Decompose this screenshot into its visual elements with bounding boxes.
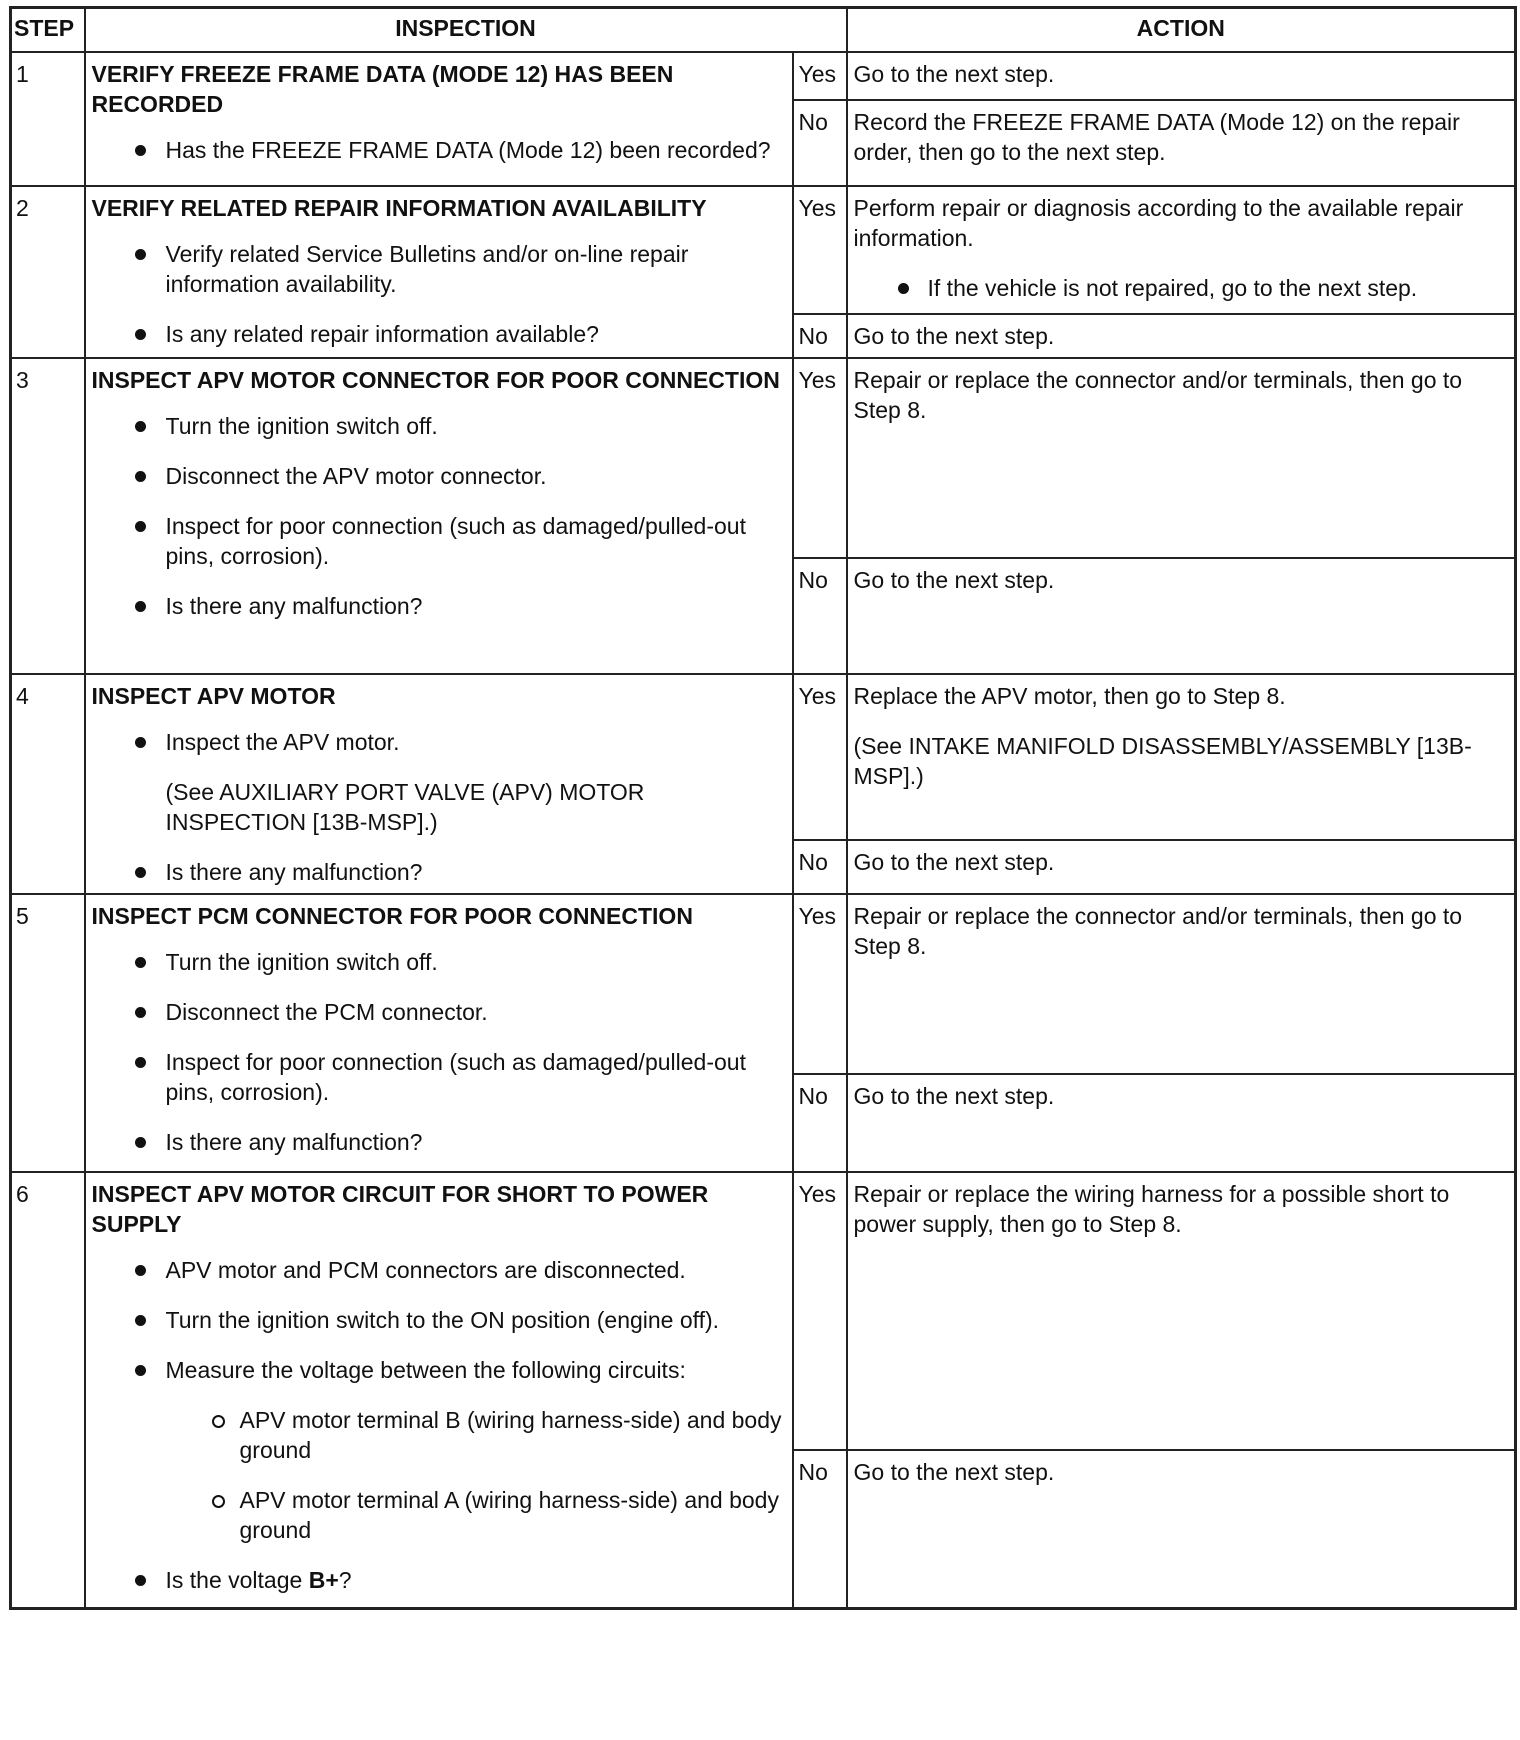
bullet-item (166, 727, 782, 837)
yes-action-cell (847, 186, 1516, 314)
bullet-item: APV motor and PCM connectors are disconnected. (166, 1255, 782, 1285)
bullet-item: Inspect for poor connection (such as damaged/pulled-out pins, corrosion). (166, 1047, 782, 1107)
bullet-text: Inspect the APV motor. (165, 729, 400, 755)
yes-action-cell (847, 674, 1516, 840)
header-inspection: INSPECTION (85, 8, 847, 53)
step-number: 4 (11, 674, 85, 894)
bullet-item: Disconnect the APV motor connector. (166, 461, 782, 491)
bullet-text: Measure the voltage between the following circuits: (165, 1357, 686, 1383)
no-label: No (793, 314, 847, 358)
yes-label: Yes (793, 894, 847, 1074)
yes-action: Perform repair or diagnosis according to the available repair information. (853, 195, 1464, 251)
no-label: No (793, 1074, 847, 1172)
yes-label: Yes (793, 358, 847, 558)
inspection-cell (85, 186, 793, 358)
bullet-item: Is there any malfunction? (166, 857, 782, 887)
sub-bullet-item: APV motor terminal B (wiring harness-side) and body ground (239, 1407, 782, 1463)
inspection-cell (85, 894, 793, 1172)
no-action: Go to the next step. (847, 1450, 1516, 1609)
bullet-item: Verify related Service Bulletins and/or on-line repair information availability. (166, 239, 782, 299)
bullet-item: Is any related repair information available? (166, 319, 782, 349)
step-title: VERIFY FREEZE FRAME DATA (MODE 12) HAS BEEN RECORDED (91, 61, 674, 117)
yes-label: Yes (793, 186, 847, 314)
step-number: 3 (11, 358, 85, 674)
step-number: 6 (11, 1172, 85, 1609)
inspection-table (9, 6, 1517, 1610)
reference-note: (See INTAKE MANIFOLD DISASSEMBLY/ASSEMBLY [13B-MSP].) (853, 733, 1472, 789)
step-number: 2 (11, 186, 85, 358)
bullet-item: Disconnect the PCM connector. (166, 997, 782, 1027)
inspection-cell (85, 1172, 793, 1609)
inspection-cell (85, 358, 793, 674)
no-action: Go to the next step. (847, 1074, 1516, 1172)
yes-label: Yes (793, 1172, 847, 1450)
step-number: 5 (11, 894, 85, 1172)
sub-bullets (166, 1405, 782, 1545)
inspection-bullets (92, 135, 782, 165)
inspection-bullets (92, 1255, 782, 1595)
no-label: No (793, 558, 847, 674)
reference-note: (See AUXILIARY PORT VALVE (APV) MOTOR INSPECTION [13B-MSP].) (165, 779, 645, 835)
no-action: Go to the next step. (847, 558, 1516, 674)
inspection-bullets (92, 239, 782, 349)
yes-label: Yes (793, 674, 847, 840)
step-title: INSPECT APV MOTOR (91, 683, 336, 709)
bullet-item (166, 1355, 782, 1545)
yes-action: Repair or replace the wiring harness for a possible short to power supply, then go to Step 8. (847, 1172, 1516, 1450)
step-title: INSPECT APV MOTOR CONNECTOR FOR POOR CONNECTION (91, 367, 780, 393)
no-label: No (793, 840, 847, 894)
yes-action: Repair or replace the connector and/or terminals, then go to Step 8. (847, 358, 1516, 558)
yes-action: Repair or replace the connector and/or terminals, then go to Step 8. (847, 894, 1516, 1074)
bullet-item: Inspect for poor connection (such as damaged/pulled-out pins, corrosion). (166, 511, 782, 571)
inspection-bullets (92, 947, 782, 1157)
diagnostic-procedure-document (9, 6, 1514, 1610)
no-action: Go to the next step. (847, 840, 1516, 894)
step-title: INSPECT APV MOTOR CIRCUIT FOR SHORT TO POWER SUPPLY (91, 1181, 709, 1237)
bullet-item: Turn the ignition switch to the ON position (engine off). (166, 1305, 782, 1335)
step-number: 1 (11, 52, 85, 186)
table-row (11, 358, 1516, 558)
bullet-item: Turn the ignition switch off. (166, 947, 782, 977)
bullet-text: Is the voltage (165, 1567, 309, 1593)
yes-label: Yes (793, 52, 847, 100)
yes-action: Go to the next step. (847, 52, 1516, 100)
voltage-value: B+ (308, 1567, 339, 1593)
bullet-item: If the vehicle is not repaired, go to the next step. (928, 273, 1507, 303)
step-title: INSPECT PCM CONNECTOR FOR POOR CONNECTION (91, 903, 693, 929)
inspection-bullets (92, 727, 782, 887)
table-row (11, 674, 1516, 840)
bullet-item: Is there any malfunction? (166, 591, 782, 621)
no-label: No (793, 100, 847, 186)
table-row (11, 186, 1516, 314)
bullet-item (166, 1565, 782, 1595)
table-row (11, 1172, 1516, 1450)
table-row (11, 52, 1516, 100)
bullet-item: Turn the ignition switch off. (166, 411, 782, 441)
bullet-item: Is there any malfunction? (166, 1127, 782, 1157)
header-step: STEP (11, 8, 85, 53)
table-header-row (11, 8, 1516, 53)
table-row (11, 894, 1516, 1074)
no-action: Go to the next step. (847, 314, 1516, 358)
yes-action: Replace the APV motor, then go to Step 8. (853, 683, 1286, 709)
header-action: ACTION (847, 8, 1516, 53)
inspection-cell (85, 52, 793, 186)
inspection-cell (85, 674, 793, 894)
bullet-item: Has the FREEZE FRAME DATA (Mode 12) been recorded? (166, 135, 782, 165)
action-bullets (854, 273, 1507, 303)
no-label: No (793, 1450, 847, 1609)
bullet-text: ? (338, 1567, 352, 1593)
step-title: VERIFY RELATED REPAIR INFORMATION AVAILABILITY (91, 195, 707, 221)
no-action: Record the FREEZE FRAME DATA (Mode 12) on the repair order, then go to the next step. (847, 100, 1516, 186)
sub-bullet-item: APV motor terminal A (wiring harness-side) and body ground (240, 1485, 782, 1545)
inspection-bullets (92, 411, 782, 621)
